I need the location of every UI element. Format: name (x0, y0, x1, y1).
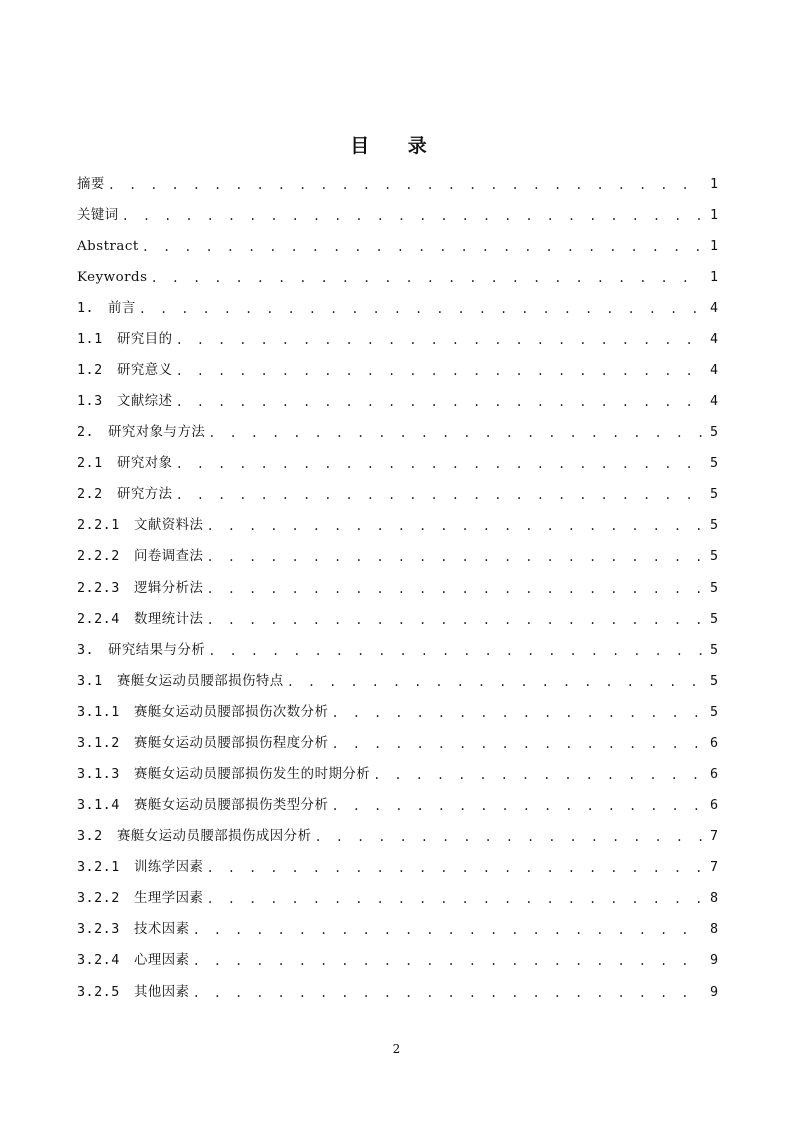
toc-entry[interactable] (77, 573, 718, 604)
toc-entry[interactable] (77, 324, 718, 355)
toc-entry-page: 6 (709, 735, 718, 751)
toc-entry[interactable] (77, 666, 718, 697)
toc-entry-number: 3.2.5 (77, 984, 120, 1000)
toc-entry-label: 摘要 (77, 176, 105, 192)
toc-entry[interactable] (77, 635, 718, 666)
toc-entry-page: 5 (709, 611, 718, 627)
toc-entry-number: 2.2.2 (77, 549, 120, 565)
toc-entry[interactable] (77, 884, 718, 915)
toc-entry[interactable] (77, 946, 718, 977)
toc-entry-page: 5 (709, 456, 718, 472)
page-title: 目 录 (350, 135, 443, 157)
toc-entry-page: 8 (709, 891, 718, 907)
toc-entry-label: 问卷调查法 (134, 549, 204, 565)
toc-entry-number: 3.2.4 (77, 953, 120, 969)
toc-entry[interactable] (77, 511, 718, 542)
toc-entry-page: 9 (709, 953, 718, 969)
toc-entry-label: 赛艇女运动员腰部损伤类型分析 (134, 798, 329, 814)
toc-dot-leader (205, 425, 704, 441)
toc-entry-label: 研究对象 (117, 456, 173, 472)
toc-entry-page: 7 (709, 860, 718, 876)
toc-entry-label: 赛艇女运动员腰部损伤成因分析 (117, 829, 312, 845)
toc-entry-page: 7 (709, 829, 718, 845)
toc-entry-label: 其他因素 (134, 984, 190, 1000)
toc-entry-page: 4 (709, 331, 718, 347)
toc-dot-leader (139, 239, 704, 255)
toc-entry-number: 2.2.4 (77, 611, 120, 627)
toc-entry-page: 5 (709, 673, 718, 689)
toc-dot-leader (173, 456, 704, 472)
toc-dot-leader (205, 643, 704, 659)
toc-entry-label: 赛艇女运动员腰部损伤程度分析 (134, 735, 329, 751)
toc-entry-number: 1.1 (77, 331, 103, 347)
toc-entry[interactable] (77, 200, 718, 231)
toc-entry-number: 3.2 (77, 829, 103, 845)
toc-entry-page: 4 (709, 394, 718, 410)
toc-dot-leader (284, 674, 704, 690)
toc-dot-leader (203, 891, 704, 907)
toc-entry-page: 1 (709, 269, 718, 285)
toc-entry-page: 5 (709, 425, 718, 441)
toc-dot-leader (203, 518, 704, 534)
toc-entry[interactable] (77, 169, 718, 200)
toc-entry-label: 赛艇女运动员腰部损伤发生的时期分析 (134, 767, 371, 783)
toc-dot-leader (148, 270, 704, 286)
toc-dot-leader (105, 177, 704, 193)
toc-entry[interactable] (77, 604, 718, 635)
toc-entry-page: 6 (709, 798, 718, 814)
toc-dot-leader (173, 487, 704, 503)
toc-entry-page: 5 (709, 518, 718, 534)
toc-dot-leader (119, 208, 704, 224)
toc-entry-label: 前言 (108, 300, 136, 316)
toc-entry-number: 2.2.3 (77, 580, 120, 596)
toc-dot-leader (190, 985, 704, 1001)
toc-entry[interactable] (77, 355, 718, 386)
toc-entry-number: 1.2 (77, 363, 103, 378)
toc-entry-label: 心理因素 (134, 953, 190, 969)
toc-entry-page: 5 (709, 549, 718, 565)
toc-entry[interactable] (77, 728, 718, 759)
toc-dot-leader (203, 860, 704, 876)
toc-entry[interactable] (77, 791, 718, 822)
toc-entry-label: 研究方法 (117, 487, 173, 503)
toc-entry-page: 8 (709, 922, 718, 938)
toc-entry[interactable] (77, 418, 718, 449)
toc-entry-label: 研究对象与方法 (108, 425, 206, 441)
toc-entry-label: 关键词 (77, 207, 119, 223)
toc-entry-page: 5 (709, 487, 718, 503)
toc-entry-page: 5 (709, 642, 718, 658)
toc-entry-number: 2. (77, 425, 95, 441)
toc-entry[interactable] (77, 480, 718, 511)
toc-dot-leader (173, 394, 704, 410)
toc-entry-number: 3.2.1 (77, 860, 120, 876)
toc-entry[interactable] (77, 293, 718, 324)
toc-entry-label: 研究目的 (117, 331, 173, 347)
toc-entry-page: 4 (709, 300, 718, 316)
toc-entry[interactable] (77, 449, 718, 480)
toc-entry-page: 9 (709, 984, 718, 1000)
toc-entry-label: 研究结果与分析 (108, 642, 206, 658)
toc-entry-label: 研究意义 (117, 363, 173, 378)
toc-entry-label: 数理统计法 (134, 611, 204, 627)
toc-dot-leader (328, 798, 704, 814)
toc-dot-leader (203, 612, 704, 628)
toc-entry-page: 5 (709, 580, 718, 596)
toc-entry-label: 赛艇女运动员腰部损伤特点 (117, 673, 284, 689)
toc-entry-number: 3. (77, 642, 95, 658)
toc-entry-label: 生理学因素 (134, 891, 204, 907)
toc-entry[interactable] (77, 542, 718, 573)
toc-dot-leader (190, 922, 704, 938)
toc-dot-leader (190, 953, 704, 969)
toc-dot-leader (173, 332, 704, 348)
toc-entry-label: 文献综述 (117, 394, 173, 410)
toc-entry[interactable] (77, 231, 718, 262)
toc-entry[interactable] (77, 697, 718, 728)
toc-dot-leader (136, 301, 704, 317)
toc-entry-number: 3.2.3 (77, 922, 120, 938)
toc-entry[interactable] (77, 822, 718, 853)
toc-entry-label: 训练学因素 (134, 860, 204, 876)
toc-dot-leader (173, 363, 704, 379)
toc-entry[interactable] (77, 759, 718, 790)
toc-entry-number: 3.1.3 (77, 767, 120, 783)
toc-entry[interactable] (77, 262, 718, 293)
table-of-contents (77, 169, 718, 1008)
toc-entry-label: 技术因素 (134, 922, 190, 938)
footer-page-number: 2 (392, 1042, 401, 1056)
toc-dot-leader (203, 549, 704, 565)
toc-entry-number: 1. (77, 300, 95, 316)
toc-entry-number: 1.3 (77, 394, 103, 410)
toc-entry-number: 3.1.1 (77, 704, 120, 720)
toc-entry-page: 1 (709, 176, 718, 192)
toc-entry-number: 3.1.2 (77, 735, 120, 751)
toc-entry-number: 2.2.1 (77, 518, 120, 534)
toc-dot-leader (328, 736, 704, 752)
toc-dot-leader (370, 767, 704, 783)
toc-dot-leader (328, 705, 704, 721)
toc-entry-page: 4 (709, 363, 718, 378)
toc-dot-leader (311, 829, 704, 845)
toc-entry[interactable] (77, 915, 718, 946)
toc-entry-page: 1 (709, 238, 718, 254)
toc-entry-number: 3.1.4 (77, 798, 120, 814)
toc-entry[interactable] (77, 853, 718, 884)
toc-dot-leader (203, 581, 704, 597)
toc-entry-number: 2.1 (77, 456, 103, 472)
toc-entry-label: 逻辑分析法 (134, 580, 204, 596)
toc-entry-label: 赛艇女运动员腰部损伤次数分析 (134, 704, 329, 720)
toc-entry-number: 3.1 (77, 673, 103, 689)
toc-entry-label: Abstract (77, 238, 139, 254)
toc-entry-number: 2.2 (77, 487, 103, 503)
toc-entry-page: 5 (709, 704, 718, 720)
toc-entry-label: Keywords (77, 269, 148, 285)
toc-entry-number: 3.2.2 (77, 891, 120, 907)
toc-entry-label: 文献资料法 (134, 518, 204, 534)
toc-entry[interactable] (77, 977, 718, 1008)
toc-entry-page: 1 (709, 207, 718, 223)
toc-entry-page: 6 (709, 767, 718, 783)
toc-entry[interactable] (77, 387, 718, 418)
